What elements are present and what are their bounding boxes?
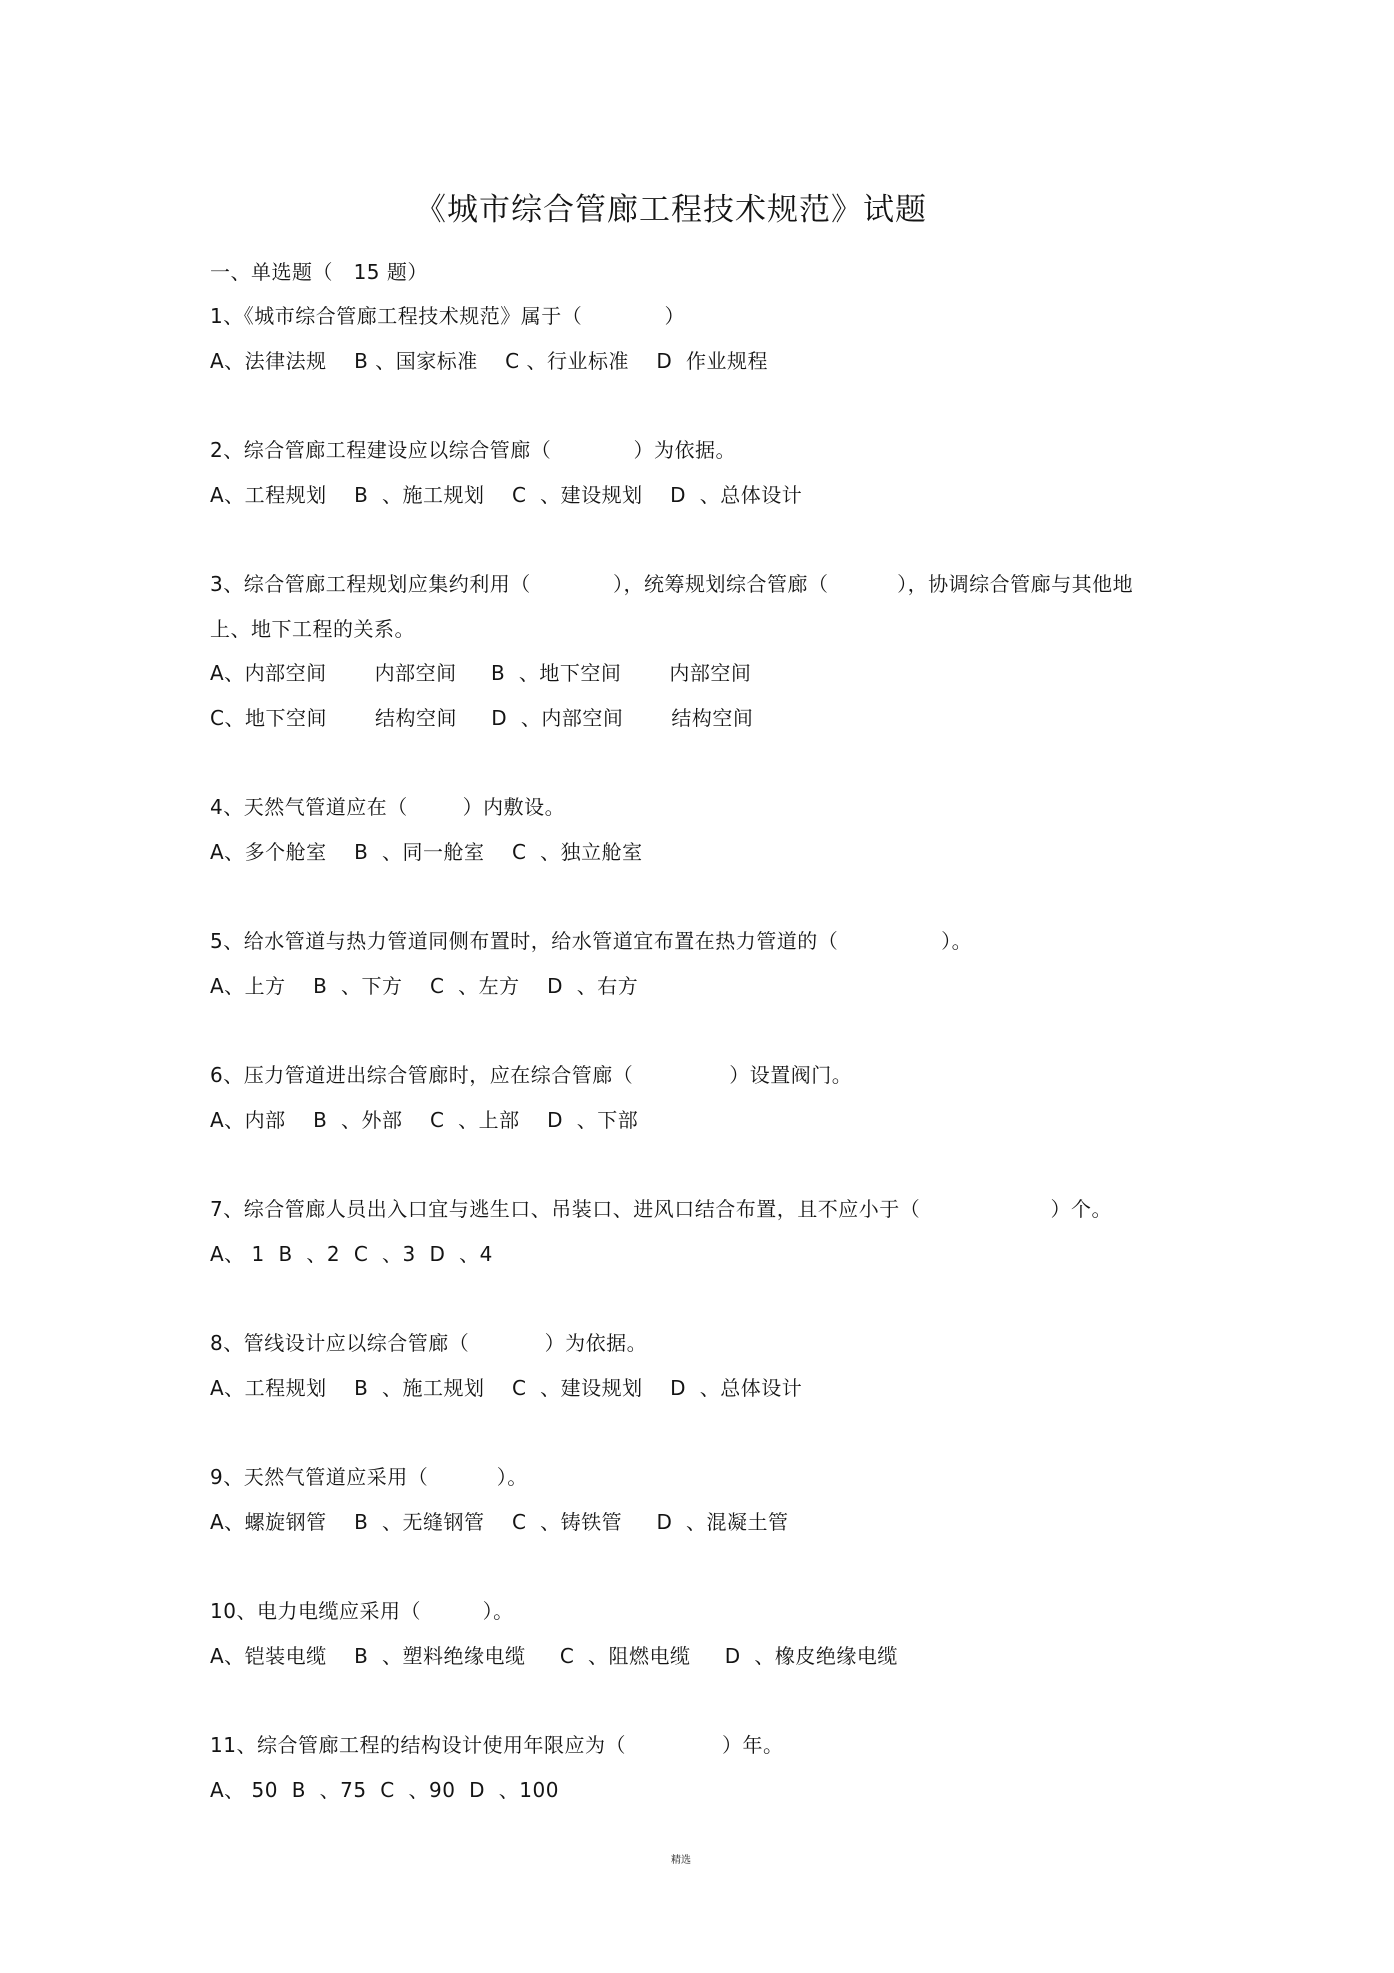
question-3-options-line-1: A、内部空间 内部空间 B 、地下空间 内部空间 — [210, 661, 752, 685]
question-11-options: A、 50 B 、75 C 、90 D 、100 — [210, 1778, 559, 1802]
question-11-stem: 11、综合管廊工程的结构设计使用年限应为（ ）年。 — [210, 1733, 784, 1757]
document-title: 《城市综合管廊工程技术规范》试题 — [415, 192, 927, 228]
question-6-stem: 6、压力管道进出综合管廊时，应在综合管廊（ ）设置阀门。 — [210, 1063, 853, 1087]
question-8-options: A、工程规划 B 、施工规划 C 、建设规划 D 、总体设计 — [210, 1376, 803, 1400]
question-2-stem: 2、综合管廊工程建设应以综合管廊（ ）为依据。 — [210, 438, 737, 462]
question-10-options: A、铠装电缆 B 、塑料绝缘电缆 C 、阻燃电缆 D 、橡皮绝缘电缆 — [210, 1644, 898, 1668]
question-7-options: A、 1 B 、2 C 、3 D 、4 — [210, 1242, 493, 1266]
question-4-options: A、多个舱室 B 、同一舱室 C 、独立舱室 — [210, 840, 643, 864]
page-footer: 精选 — [671, 1855, 691, 1866]
question-10-stem: 10、电力电缆应采用（ ）。 — [210, 1599, 514, 1623]
question-3-options-line-2: C、地下空间 结构空间 D 、内部空间 结构空间 — [210, 706, 754, 730]
question-5-options: A、上方 B 、下方 C 、左方 D 、右方 — [210, 974, 639, 998]
question-6-options: A、内部 B 、外部 C 、上部 D 、下部 — [210, 1108, 639, 1132]
question-7-stem: 7、综合管廊人员出入口宜与逃生口、吊装口、进风口结合布置，且不应小于（ ）个。 — [210, 1197, 1113, 1221]
question-4-stem: 4、天然气管道应在（ ）内敷设。 — [210, 795, 566, 819]
question-1-options: A、法律法规 B 、国家标准 C 、行业标准 D 作业规程 — [210, 349, 768, 373]
question-9-stem: 9、天然气管道应采用（ ）。 — [210, 1465, 528, 1489]
question-9-options: A、螺旋钢管 B 、无缝钢管 C 、铸铁管 D 、混凝土管 — [210, 1510, 789, 1534]
question-3-stem-line-1: 3、综合管廊工程规划应集约利用（ ），统筹规划综合管廊（ ），协调综合管廊与其他地 — [210, 572, 1134, 596]
question-2-options: A、工程规划 B 、施工规划 C 、建设规划 D 、总体设计 — [210, 483, 803, 507]
question-5-stem: 5、给水管道与热力管道同侧布置时，给水管道宜布置在热力管道的（ ）。 — [210, 929, 973, 953]
question-8-stem: 8、管线设计应以综合管廊（ ）为依据。 — [210, 1331, 648, 1355]
question-1-stem: 1、《城市综合管廊工程技术规范》属于（ ） — [210, 304, 686, 328]
question-3-stem-line-2: 上、地下工程的关系。 — [210, 617, 415, 641]
section-heading: 一、单选题（ 15 题） — [210, 260, 428, 284]
